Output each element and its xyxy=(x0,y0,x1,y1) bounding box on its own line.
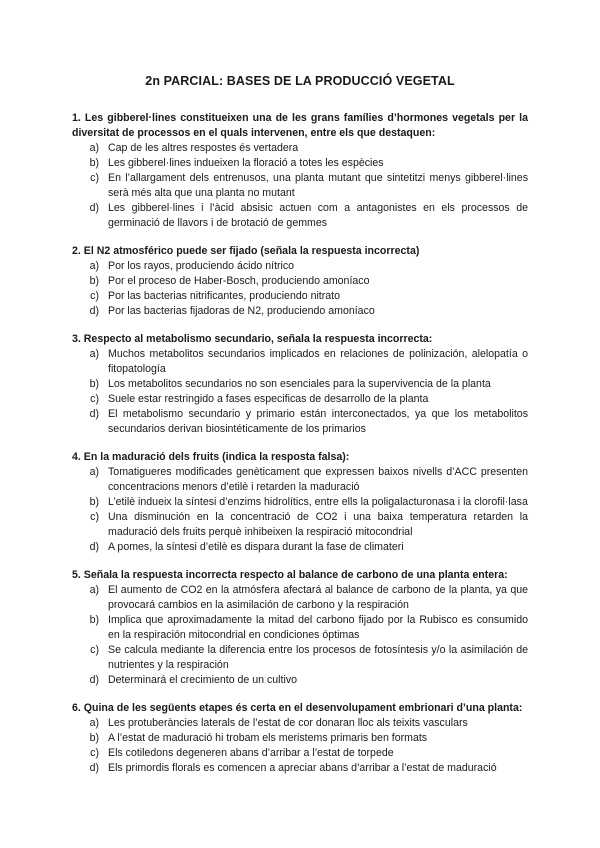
option-item xyxy=(72,495,528,510)
option-letter: d) xyxy=(89,202,99,214)
option-item xyxy=(72,274,528,289)
option-text: Les gibberel·lines i l’àcid absisic actuen com a antagonistes en els processos de germinació de llavors i de brotació de gemmes xyxy=(108,202,528,229)
option-letter: b) xyxy=(89,378,99,390)
option-list xyxy=(72,141,528,231)
option-letter: b) xyxy=(89,157,99,169)
option-letter: c) xyxy=(90,172,99,184)
option-item xyxy=(72,643,528,673)
option-item xyxy=(72,407,528,437)
option-text: Les protuberàncies laterals de l’estat de cor donaran lloc als teixits vasculars xyxy=(108,717,468,729)
option-item xyxy=(72,746,528,761)
option-letter: d) xyxy=(89,674,99,686)
option-item xyxy=(72,731,528,746)
option-item xyxy=(72,201,528,231)
option-item xyxy=(72,171,528,201)
option-item xyxy=(72,613,528,643)
option-letter: d) xyxy=(89,762,99,774)
option-letter: d) xyxy=(89,541,99,553)
option-list xyxy=(72,716,528,776)
option-item xyxy=(72,289,528,304)
option-letter: d) xyxy=(89,305,99,317)
option-text: Tomatigueres modificades genèticament que expressen baixos nivells d’ACC presenten concentracions menors d’etilè i retarden la maduració xyxy=(108,466,528,493)
option-text: Els primordis florals es comencen a apreciar abans d’arribar a l’estat de maduració xyxy=(108,762,497,774)
option-item xyxy=(72,510,528,540)
page-title: 2n PARCIAL: BASES DE LA PRODUCCIÓ VEGETAL xyxy=(145,74,455,88)
option-text: Por las bacterias nitrificantes, produciendo nitrato xyxy=(108,290,341,302)
option-letter: b) xyxy=(89,496,99,508)
question-text: 1. Les gibberel·lines constitueixen una de les grans famílies d’hormones vegetals per la diversitat de processos en el quals intervenen, entre els que destaquen: xyxy=(72,112,528,139)
option-letter: b) xyxy=(89,275,99,287)
option-letter: b) xyxy=(89,614,99,626)
option-letter: b) xyxy=(89,732,99,744)
option-text: A pomes, la síntesi d’etilè es dispara durant la fase de climateri xyxy=(108,541,404,553)
question-3 xyxy=(72,332,528,437)
option-text: Los metabolitos secundarios no son esenciales para la supervivencia de la planta xyxy=(108,378,491,390)
question-5 xyxy=(72,568,528,688)
option-item xyxy=(72,141,528,156)
option-list xyxy=(72,583,528,688)
option-letter: c) xyxy=(90,290,99,302)
option-item xyxy=(72,392,528,407)
option-text: Muchos metabolitos secundarios implicados en relaciones de polinización, alelopatía o fitopatología xyxy=(108,348,528,375)
question-text: 3. Respecto al metabolismo secundario, señala la respuesta incorrecta: xyxy=(72,333,433,345)
option-item xyxy=(72,156,528,171)
option-item xyxy=(72,716,528,731)
option-text: Se calcula mediante la diferencia entre los procesos de fotosíntesis y/o la asimilación de nutrientes y la respiración xyxy=(108,644,528,671)
option-letter: c) xyxy=(90,511,99,523)
option-text: Determinará el crecimiento de un cultivo xyxy=(108,674,298,686)
option-text: L’etilè indueix la síntesi d’enzims hidrolítics, entre ells la poligalacturonasa i la clorofil·lasa xyxy=(108,496,528,508)
question-2 xyxy=(72,244,528,319)
question-1 xyxy=(72,111,528,231)
option-letter: a) xyxy=(89,584,99,596)
option-letter: a) xyxy=(89,348,99,360)
option-letter: c) xyxy=(90,393,99,405)
question-text: 4. En la maduració dels fruits (indica la resposta falsa): xyxy=(72,451,350,463)
option-list xyxy=(72,347,528,437)
option-item xyxy=(72,673,528,688)
question-text: 5. Señala la respuesta incorrecta respecto al balance de carbono de una planta entera: xyxy=(72,569,508,581)
option-item xyxy=(72,347,528,377)
question-text: 6. Quina de les següents etapes és certa en el desenvolupament embrionari d’una planta: xyxy=(72,702,523,714)
option-text: Por el proceso de Haber-Bosch, produciendo amoníaco xyxy=(108,275,370,287)
option-item xyxy=(72,761,528,776)
option-letter: a) xyxy=(89,142,99,154)
option-item xyxy=(72,465,528,495)
option-item xyxy=(72,540,528,555)
question-text: 2. El N2 atmosférico puede ser fijado (señala la respuesta incorrecta) xyxy=(72,245,420,257)
question-6 xyxy=(72,701,528,776)
option-text: Cap de les altres respostes és vertadera xyxy=(108,142,299,154)
option-text: Suele estar restringido a fases especificas de desarrollo de la planta xyxy=(108,393,429,405)
option-letter: c) xyxy=(90,644,99,656)
option-text: Implica que aproximadamente la mitad del carbono fijado por la Rubisco es consumido en la respiración mitocondrial en condiciones óptimas xyxy=(108,614,528,641)
option-letter: a) xyxy=(89,717,99,729)
option-item xyxy=(72,377,528,392)
option-letter: a) xyxy=(89,466,99,478)
option-list xyxy=(72,259,528,319)
option-text: El metabolismo secundario y primario están interconectados, ya que los metabolitos secundarios derivan biosintéticamente de los primarios xyxy=(108,408,528,435)
option-list xyxy=(72,465,528,555)
option-text: Por los rayos, produciendo ácido nítrico xyxy=(108,260,295,272)
option-letter: a) xyxy=(89,260,99,272)
question-4 xyxy=(72,450,528,555)
option-text: Una disminución en la concentració de CO2 i una baixa temperatura retarden la maduració dels fruits perquè inhibeixen la respiració mitocondrial xyxy=(108,511,528,538)
option-item xyxy=(72,304,528,319)
option-text: Els cotiledons degeneren abans d’arribar a l’estat de torpede xyxy=(108,747,394,759)
option-text: El aumento de CO2 en la atmósfera afectará al balance de carbono de la planta, ya que provocará cambios en la asimilación de carbono y la respiración xyxy=(108,584,528,611)
option-text: A l’estat de maduració hi trobam els meristems primaris ben formats xyxy=(108,732,428,744)
option-item xyxy=(72,583,528,613)
option-text: En l’allargament dels entrenusos, una planta mutant que sintetitzi menys gibberel·lines serà més alta que una planta no mutant xyxy=(108,172,528,199)
option-letter: d) xyxy=(89,408,99,420)
option-item xyxy=(72,259,528,274)
option-letter: c) xyxy=(90,747,99,759)
option-text: Por las bacterias fijadoras de N2, produciendo amoníaco xyxy=(108,305,375,317)
option-text: Les gibberel·lines indueixen la floració a totes les espècies xyxy=(108,157,384,169)
question-list xyxy=(72,111,528,776)
